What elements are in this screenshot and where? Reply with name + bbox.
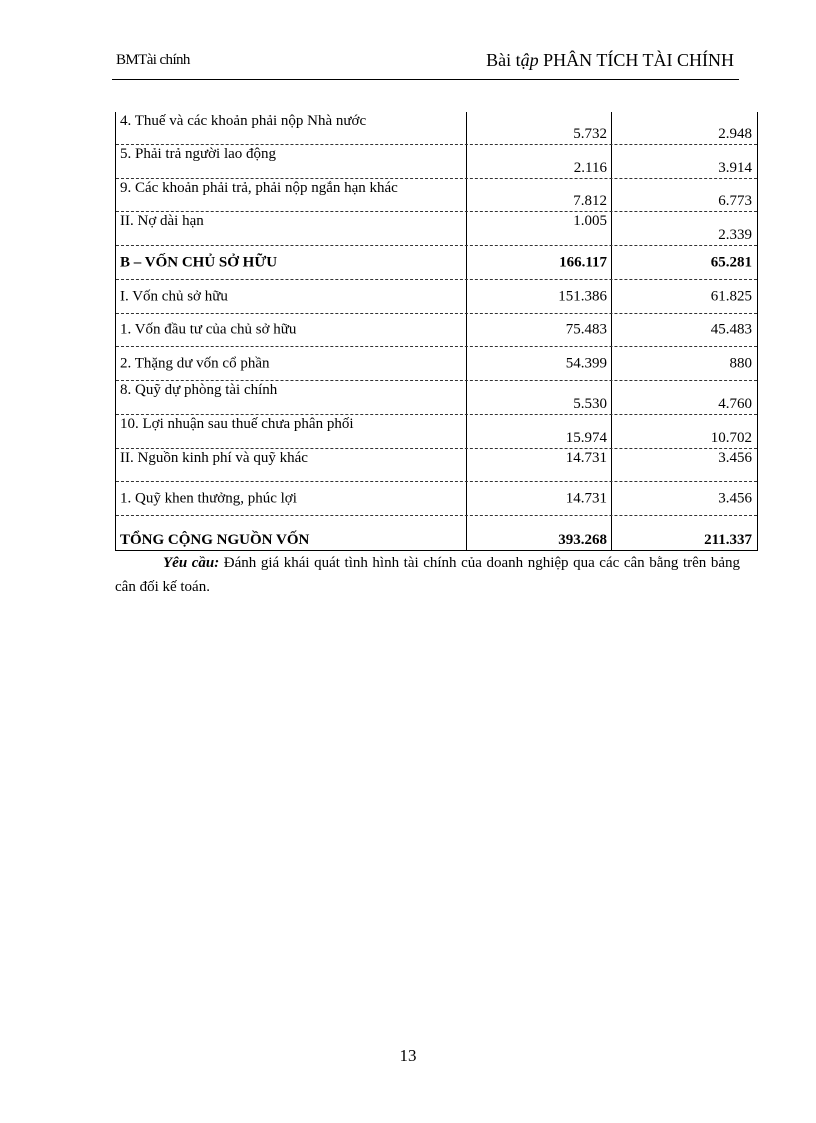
row-value-current: 393.268 [467, 516, 612, 550]
row-label: TỔNG CỘNG NGUỒN VỐN [116, 516, 467, 550]
row-label: II. Nợ dài hạn [116, 212, 467, 245]
row-value-current: 75.483 [467, 314, 612, 346]
page-header-left: BMTài chính [116, 52, 190, 68]
header-right-suffix: PHÂN TÍCH TÀI CHÍNH [538, 50, 734, 70]
row-value-previous: 6.773 [718, 193, 752, 209]
row-value-previous: 45.483 [710, 321, 752, 338]
row-value-current: 5.530 [467, 381, 612, 414]
row-label: 9. Các khoản phải trả, phải nộp ngắn hạn khác [116, 179, 467, 211]
row-value-previous: 2.339 [718, 227, 752, 243]
balance-sheet-table [115, 112, 758, 551]
table-row [116, 449, 757, 482]
table-row [116, 347, 757, 381]
row-value-previous: 61.825 [710, 288, 752, 304]
row-value-previous: 3.914 [718, 160, 752, 176]
row-label: 4. Thuế và các khoản phải nộp Nhà nước [116, 112, 467, 144]
requirement-paragraph [115, 551, 740, 599]
table-row [116, 482, 757, 516]
row-value-previous: 65.281 [710, 254, 752, 270]
row-label: 1. Vốn đầu tư của chủ sở hữu [116, 314, 467, 346]
row-label: 1. Quỹ khen thưởng, phúc lợi [116, 482, 467, 515]
table-row [116, 415, 757, 449]
table-row [116, 145, 757, 179]
row-label: I. Vốn chủ sở hữu [116, 280, 467, 313]
table-row [116, 381, 757, 415]
row-value-previous: 211.337 [704, 532, 752, 548]
page-number: 13 [399, 1046, 417, 1065]
table-row [116, 246, 757, 280]
row-value-current: 166.117 [467, 246, 612, 279]
table-row [116, 112, 757, 145]
page-header-right [486, 50, 734, 71]
row-value-previous: 880 [729, 355, 752, 371]
table-row [116, 179, 757, 212]
row-label: 5. Phải trả người lao động [116, 145, 467, 178]
table-row [116, 314, 757, 347]
row-value-previous: 3.456 [718, 490, 752, 506]
row-value-previous: 10.702 [710, 430, 752, 446]
row-value-current: 14.731 [467, 449, 612, 481]
row-value-previous: 4.760 [718, 396, 752, 412]
row-value-previous: 3.456 [718, 450, 752, 466]
row-label: II. Nguồn kinh phí và quỹ khác [116, 449, 467, 481]
row-value-current: 1.005 [467, 212, 612, 245]
table-row [116, 212, 757, 246]
header-right-prefix: Bài t [486, 50, 521, 70]
row-value-current: 151.386 [467, 280, 612, 313]
row-label: B – VỐN CHỦ SỞ HỮU [116, 246, 467, 279]
row-label: 8. Quỹ dự phòng tài chính [116, 381, 467, 414]
row-value-current: 5.732 [467, 112, 612, 144]
row-value-current: 54.399 [467, 347, 612, 380]
row-label: 10. Lợi nhuận sau thuế chưa phân phối [116, 415, 467, 448]
row-label: 2. Thặng dư vốn cổ phần [116, 347, 467, 380]
requirement-label: Yêu cầu: [163, 555, 220, 571]
row-value-current: 2.116 [467, 145, 612, 178]
requirement-text: Đánh giá khái quát tình hình tài chính của doanh nghiệp qua các cân bằng trên bảng cân đối kế toán. [115, 555, 740, 595]
header-divider [112, 79, 739, 80]
row-value-current: 14.731 [467, 482, 612, 515]
header-right-italic: ập [520, 50, 539, 70]
row-value-current: 15.974 [467, 415, 612, 448]
table-row [116, 516, 757, 550]
row-value-previous: 2.948 [718, 126, 752, 142]
row-value-current: 7.812 [467, 179, 612, 211]
table-row [116, 280, 757, 314]
